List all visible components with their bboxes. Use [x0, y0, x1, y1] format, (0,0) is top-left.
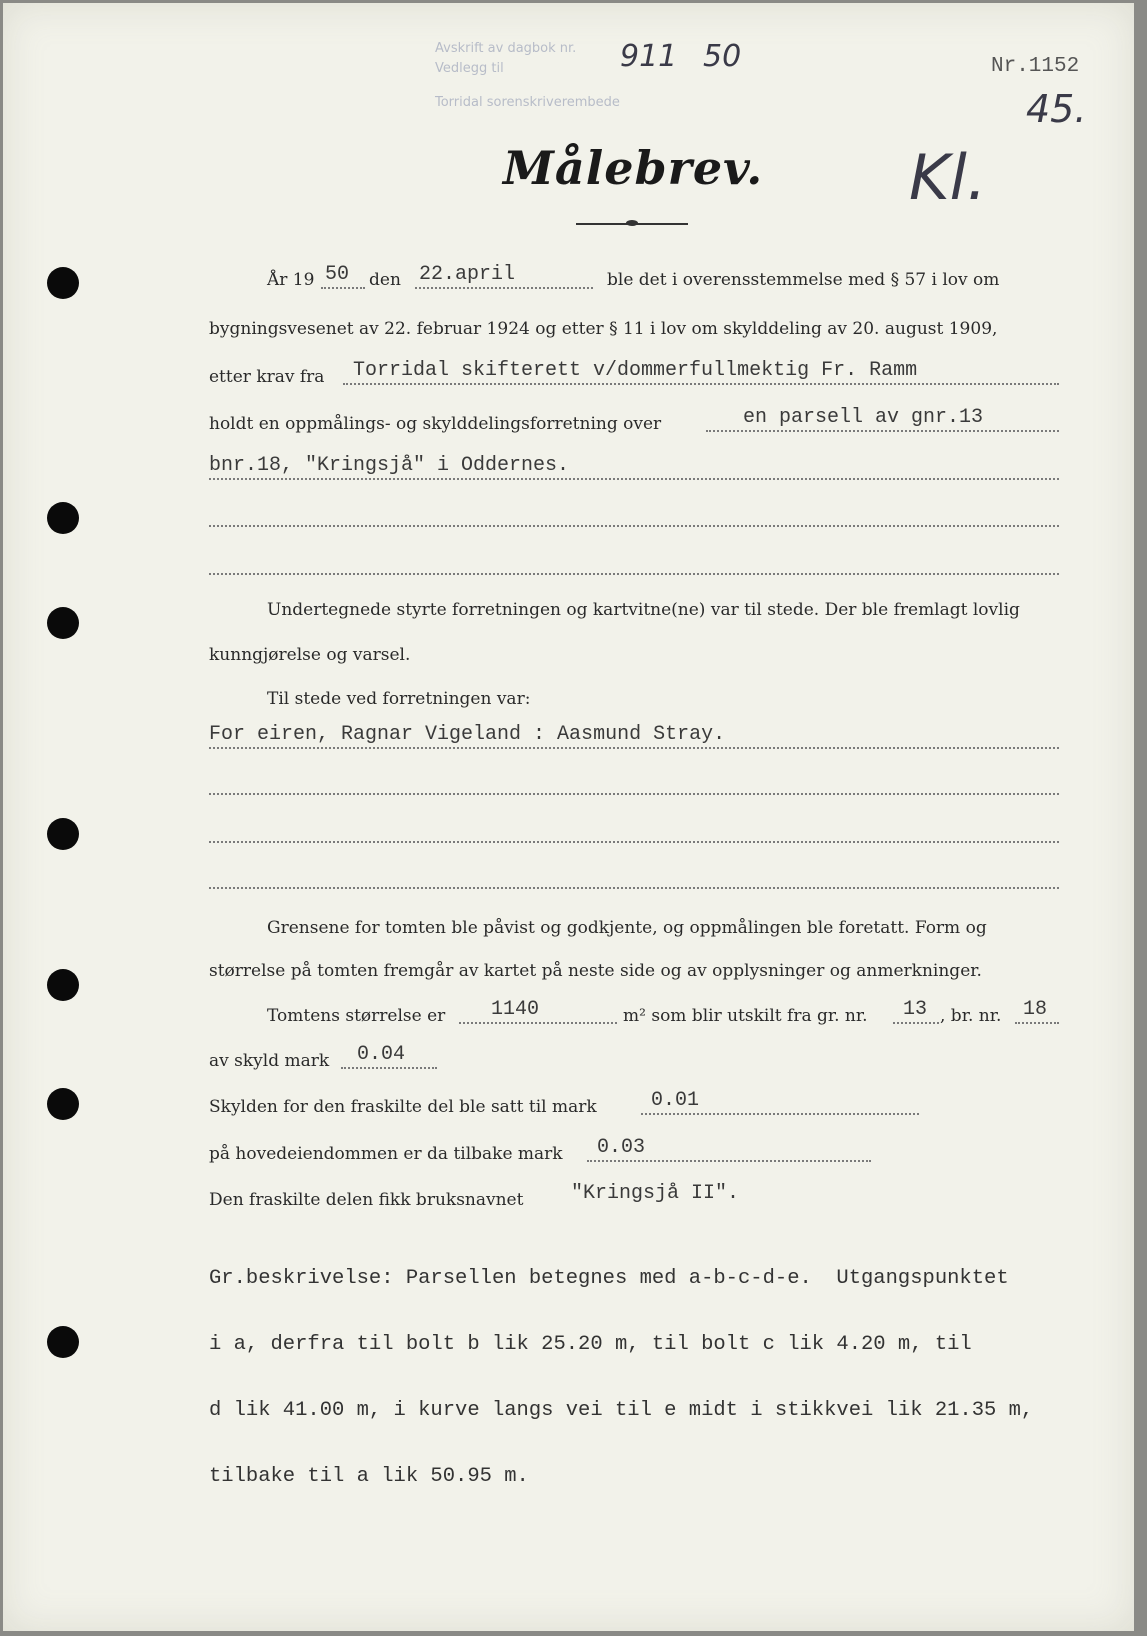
size-value: 1140 — [491, 998, 540, 1021]
skyld-value: 0.04 — [357, 1043, 406, 1066]
handwritten-number: 45. — [1026, 87, 1087, 131]
title-divider-ornament — [626, 220, 638, 226]
den-label: den — [369, 270, 401, 290]
bruksnavn-label: Den fraskilte delen fikk bruksnavnet — [209, 1190, 524, 1210]
punch-hole — [47, 1326, 79, 1358]
bruksnavn-value: "Kringsjå II". — [571, 1182, 740, 1205]
fraskilt-value: 0.01 — [651, 1089, 700, 1112]
tilbake-value: 0.03 — [597, 1136, 646, 1159]
boundary-description — [209, 1224, 1039, 1532]
archive-stamp-line: Torridal sorenskriverembede — [435, 95, 620, 110]
present-persons: For eiren, Ragnar Vigeland : Aasmund Stray. — [209, 723, 726, 746]
krav-label: etter krav fra — [209, 367, 325, 387]
br-nr-value: 18 — [1023, 998, 1048, 1021]
br-nr-label: , br. nr. — [940, 1006, 1002, 1026]
intro-text: ble det i overensstemmelse med § 57 i lov om — [607, 270, 1000, 290]
section2-text: kunngjørelse og varsel. — [209, 645, 411, 665]
description-line: d lik 41.00 m, i kurve langs vei til e midt i stikkvei lik 21.35 m, — [209, 1399, 1034, 1422]
section3-text: størrelse på tomten fremgår av kartet på neste side og av opplysninger og anmerkninger. — [209, 961, 982, 981]
handwritten-initials: Kl. — [909, 141, 987, 214]
archive-stamp-line: Vedlegg til — [435, 61, 504, 76]
date-value: 22.april — [419, 263, 516, 286]
size-unit: m² som blir utskilt fra gr. nr. — [623, 1006, 868, 1026]
holdt-value: en parsell av gnr.13 — [743, 406, 984, 429]
size-label: Tomtens størrelse er — [267, 1006, 446, 1026]
punch-hole — [47, 607, 79, 639]
fraskilt-label: Skylden for den fraskilte del ble satt til mark — [209, 1097, 597, 1117]
holdt-label: holdt en oppmålings- og skylddelingsforretning over — [209, 414, 662, 434]
intro-text: bygningsvesenet av 22. februar 1924 og etter § 11 i lov om skylddeling av 20. august 1909, — [209, 319, 998, 339]
year-suffix: 50 — [325, 263, 350, 286]
description-line: Gr.beskrivelse: Parsellen betegnes med a-b-c-d-e. Utgangspunktet — [209, 1267, 1009, 1290]
punch-hole — [47, 818, 79, 850]
punch-hole — [47, 969, 79, 1001]
gr-nr-value: 13 — [903, 998, 928, 1021]
handwritten-dagbok-year: 50 — [703, 39, 742, 74]
holdt-value-continued: bnr.18, "Kringsjå" i Oddernes. — [209, 454, 570, 477]
handwritten-dagbok-number: 911 — [620, 39, 678, 74]
section3-text: Grensene for tomten ble påvist og godkjente, og oppmålingen ble foretatt. Form og — [267, 918, 987, 938]
section2-text: Undertegnede styrte forretningen og kartvitne(ne) var til stede. Der ble fremlagt lovlig — [267, 600, 1020, 620]
section2-text: Til stede ved forretningen var: — [267, 689, 531, 709]
punch-hole — [47, 267, 79, 299]
page-title: Målebrev. — [503, 141, 764, 195]
punch-hole — [47, 1088, 79, 1120]
document-number: Nr.1152 — [991, 55, 1080, 78]
description-line: tilbake til a lik 50.95 m. — [209, 1465, 529, 1488]
skyld-label: av skyld mark — [209, 1051, 330, 1071]
punch-hole — [47, 502, 79, 534]
document-page — [3, 3, 1134, 1631]
krav-value: Torridal skifterett v/dommerfullmektig Fr. Ramm — [353, 359, 918, 382]
aar-label: År 19 — [267, 270, 315, 290]
description-line: i a, derfra til bolt b lik 25.20 m, til bolt c lik 4.20 m, til — [209, 1333, 972, 1356]
archive-stamp-line: Avskrift av dagbok nr. — [435, 41, 577, 56]
tilbake-label: på hovedeiendommen er da tilbake mark — [209, 1144, 563, 1164]
